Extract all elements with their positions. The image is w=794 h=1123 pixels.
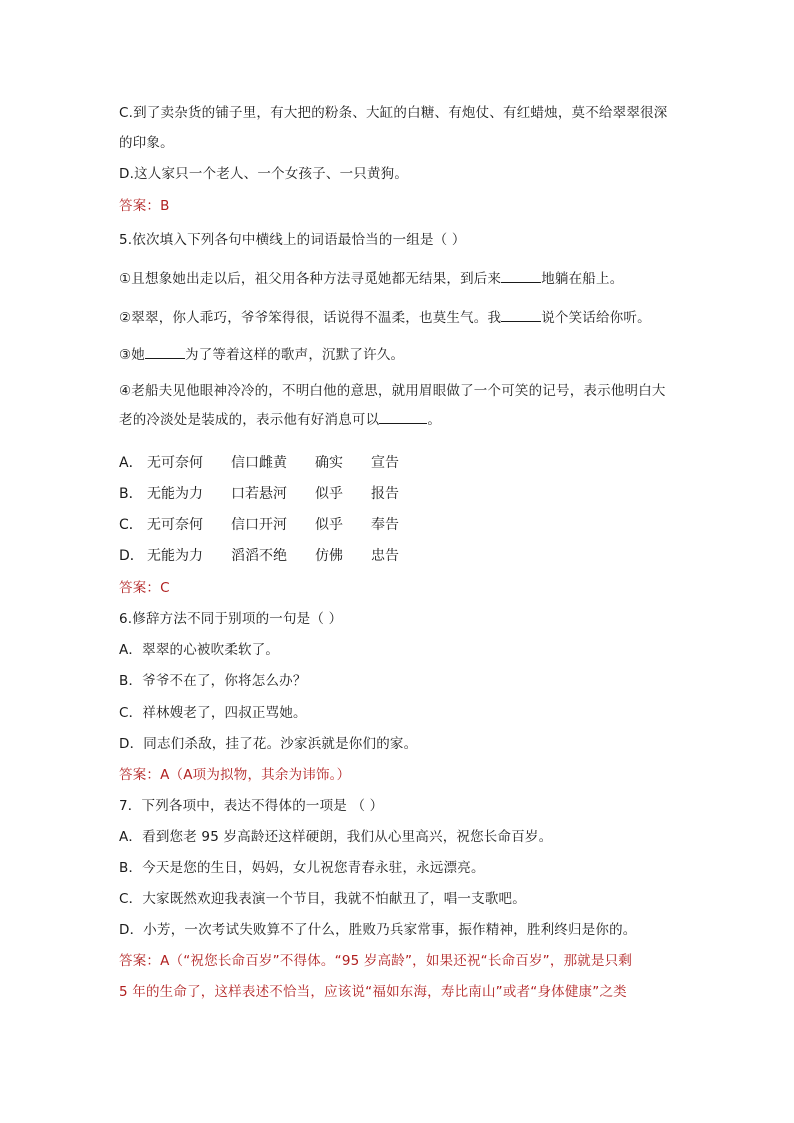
q5-sentence-4-line2	[119, 409, 441, 430]
q5-option-b-word2: 口若悬河	[231, 486, 287, 502]
q5-answer: 答案：C	[119, 580, 170, 596]
q5-option-d-word4: 忠告	[371, 548, 399, 564]
q5-s3-after: 为了等着这样的歌声，沉默了许久。	[185, 347, 405, 363]
q5-s2-before: ②翠翠，你人乖巧，爷爷笨得很，话说得不温柔，也莫生气。我	[119, 310, 502, 326]
q5-option-c-word2: 信口开河	[231, 517, 287, 533]
q5-option-d-word1: 无能为力	[147, 548, 203, 564]
q5-s2-after: 说个笑话给你听。	[541, 310, 651, 326]
q5-option-d-word2: 滔滔不绝	[231, 548, 287, 564]
q4-option-c-line2: 的印象。	[119, 135, 174, 151]
q5-s4-before: 老的冷淡处是装成的，表示他有好消息可以	[119, 412, 380, 428]
q5-option-b-letter: B．	[119, 486, 143, 502]
q6-answer: 答案：A（A项为拟物，其余为讳饰。）	[119, 767, 351, 783]
q7-option-c: C．大家既然欢迎我表演一个节目，我就不怕献丑了，唱一支歌吧。	[119, 891, 526, 907]
q4-option-d: D.这人家只一个老人、一个女孩子、一只黄狗。	[119, 166, 409, 182]
q5-option-c-word1: 无可奈何	[147, 517, 203, 533]
q7-option-a: A．看到您老 95 岁高龄还这样硬朗，我们从心里高兴，祝您长命百岁。	[119, 829, 553, 845]
q5-option-b-word4: 报告	[371, 486, 399, 502]
q4-answer: 答案：B	[119, 198, 170, 214]
q7-stem: 7．下列各项中，表达不得体的一项是 （ ）	[119, 798, 384, 814]
q5-option-d	[119, 546, 427, 566]
q5-s3-before: ③她	[119, 347, 146, 363]
q7-option-d: D．小芳，一次考试失败算不了什么，胜败乃兵家常事，振作精神，胜利终归是你的。	[119, 922, 637, 938]
q6-option-c: C．祥林嫂老了，四叔正骂她。	[119, 705, 307, 721]
q5-s1-blank	[501, 268, 541, 283]
q6-option-a: A．翠翠的心被吹柔软了。	[119, 642, 280, 658]
q5-s3-blank	[145, 344, 185, 359]
q7-option-b: B．今天是您的生日，妈妈，女儿祝您青春永驻，永远漂亮。	[119, 860, 485, 876]
q4-option-c-line1: C.到了卖杂货的铺子里，有大把的粉条、大缸的白糖、有炮仗、有红蜡烛，莫不给翠翠很深	[119, 105, 668, 121]
q5-option-b-word3: 似乎	[315, 486, 343, 502]
q5-sentence-4-line1: ④老船夫见他眼神冷冷的，不明白他的意思，就用眉眼做了一个可笑的记号，表示他明白大	[119, 383, 666, 399]
q5-s4-blank	[379, 409, 427, 424]
q5-option-a-word4: 宣告	[371, 455, 399, 471]
q5-option-c	[119, 515, 427, 535]
q5-s1-before: ①且想象她出走以后，祖父用各种方法寻觅她都无结果，到后来	[119, 271, 502, 287]
q5-option-d-letter: D．	[119, 548, 144, 564]
q5-s1-after: 地躺在船上。	[541, 271, 624, 287]
q6-stem: 6.修辞方法不同于别项的一句是（ ）	[119, 611, 343, 627]
q5-option-c-letter: C．	[119, 517, 143, 533]
q5-option-b	[119, 484, 427, 504]
q7-answer-line1: 答案：A（“祝您长命百岁”不得体。“95 岁高龄”，如果还祝“长命百岁”，那就是只剩	[119, 953, 633, 969]
q5-s4-after: 。	[427, 412, 442, 428]
q5-sentence-1	[119, 268, 623, 289]
q6-option-b: B．爷爷不在了，你将怎么办？	[119, 673, 307, 689]
q5-stem: 5.依次填入下列各句中横线上的词语最恰当的一组是（ ）	[119, 232, 466, 248]
q5-option-a-letter: A．	[119, 455, 143, 471]
q5-sentence-2	[119, 307, 651, 328]
q6-option-d: D．同志们杀敌，挂了花。沙家浜就是你们的家。	[119, 736, 418, 752]
q5-option-a-word1: 无可奈何	[147, 455, 203, 471]
q5-s2-blank	[501, 307, 541, 322]
q5-option-a-word2: 信口雌黄	[231, 455, 287, 471]
q5-option-d-word3: 仿佛	[315, 548, 343, 564]
q5-option-c-word4: 奉告	[371, 517, 399, 533]
q5-option-a-word3: 确实	[315, 455, 343, 471]
q5-option-b-word1: 无能为力	[147, 486, 203, 502]
q5-sentence-3	[119, 344, 404, 365]
q5-option-a	[119, 453, 427, 473]
q7-answer-line2: 5 年的生命了，这样表述不恰当，应该说“福如东海，寿比南山”或者“身体健康”之类	[119, 984, 627, 1000]
q5-option-c-word3: 似乎	[315, 517, 343, 533]
